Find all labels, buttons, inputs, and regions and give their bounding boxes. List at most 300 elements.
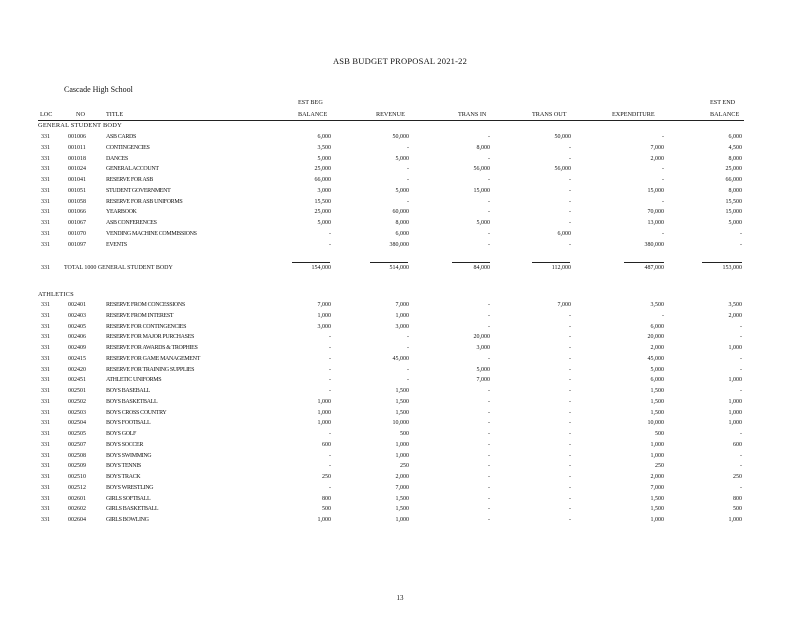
cell-trans-out: - [569, 517, 571, 523]
table-row [0, 343, 800, 354]
cell-revenue: 7,000 [395, 484, 409, 491]
cell-no: 002509 [68, 463, 86, 470]
table-row [0, 515, 800, 526]
cell-loc: 331 [41, 441, 50, 448]
cell-loc: 331 [41, 166, 50, 173]
cell-trans-in: - [488, 452, 490, 459]
cell-end-balance: 1,000 [728, 420, 742, 427]
total-loc: 331 [41, 265, 50, 271]
cell-end-balance: - [740, 388, 742, 394]
cell-beg-balance: 1,000 [317, 398, 331, 405]
cell-trans-out: - [569, 366, 571, 373]
total-in: 84,000 [473, 265, 490, 271]
total-row [0, 262, 800, 274]
cell-loc: 331 [41, 209, 50, 216]
cell-expenditure: - [662, 198, 664, 205]
cell-trans-in: - [488, 463, 490, 470]
cell-expenditure: 5,000 [650, 366, 664, 373]
table-row [0, 472, 800, 483]
cell-trans-in: - [488, 441, 490, 448]
cell-expenditure: 380,000 [644, 241, 664, 248]
cell-revenue: 1,000 [395, 452, 409, 459]
cell-revenue: - [407, 334, 409, 341]
cell-revenue: 1,000 [395, 517, 409, 523]
cell-title: YEARBOOK [106, 209, 137, 216]
cell-no: 002451 [68, 377, 86, 384]
cell-end-balance: 8,000 [728, 155, 742, 162]
cell-trans-out: - [569, 484, 571, 491]
cell-trans-out: - [569, 441, 571, 448]
cell-revenue: 5,000 [395, 155, 409, 162]
cell-trans-in: 15,000 [473, 187, 490, 194]
cell-expenditure: 500 [655, 431, 664, 437]
cell-no: 002501 [68, 388, 86, 394]
cell-expenditure: 1,000 [650, 517, 664, 523]
cell-beg-balance: - [329, 388, 331, 394]
table-row [0, 494, 800, 505]
cell-trans-out: - [569, 312, 571, 319]
cell-no: 002420 [68, 366, 86, 373]
cell-beg-balance: 5,000 [317, 220, 331, 226]
cell-expenditure: 1,500 [650, 506, 664, 513]
cell-title: BOYS SWIMMING [106, 452, 152, 459]
cell-title: GIRLS BASKETBALL [106, 506, 159, 513]
cell-title: BOYS BASEBALL [106, 388, 150, 394]
cell-title: STUDENT GOVERNMENT [106, 187, 171, 194]
cell-end-balance: - [740, 452, 742, 459]
cell-beg-balance: - [329, 452, 331, 459]
table-row [0, 229, 800, 240]
cell-revenue: - [407, 144, 409, 151]
cell-title: RESERVE FROM INTEREST [106, 312, 174, 319]
cell-beg-balance: 1,000 [317, 409, 331, 416]
cell-no: 001018 [68, 155, 86, 162]
cell-title: RESERVE FROM CONCESSIONS [106, 302, 185, 308]
cell-end-balance: 1,000 [728, 377, 742, 384]
cell-no: 001070 [68, 230, 86, 237]
cell-trans-out: 7,000 [557, 302, 571, 308]
cell-expenditure: 1,500 [650, 409, 664, 416]
section-heading-general: GENERAL STUDENT BODY [38, 122, 122, 129]
cell-end-balance: 5,000 [728, 220, 742, 226]
total-beg: 154,000 [311, 265, 331, 271]
cell-trans-in: - [488, 241, 490, 248]
cell-revenue: 1,500 [395, 398, 409, 405]
table-row [0, 418, 800, 429]
cell-no: 001024 [68, 166, 86, 173]
cell-trans-in: 7,000 [476, 377, 490, 384]
cell-loc: 331 [41, 420, 50, 427]
cell-title: GENERAL ACCOUNT [106, 166, 159, 173]
total-rev: 514,000 [389, 265, 409, 271]
cell-trans-in: - [488, 134, 490, 140]
cell-loc: 331 [41, 388, 50, 394]
cell-title: BOYS WRESTLING [106, 484, 154, 491]
cell-expenditure: 2,000 [650, 155, 664, 162]
cell-end-balance: - [740, 366, 742, 373]
cell-loc: 331 [41, 334, 50, 341]
cell-revenue: 1,000 [395, 441, 409, 448]
cell-title: DANCES [106, 155, 128, 162]
cell-beg-balance: - [329, 334, 331, 341]
cell-trans-in: - [488, 198, 490, 205]
cell-beg-balance: 1,000 [317, 420, 331, 427]
cell-title: BOYS FOOTBALL [106, 420, 151, 427]
table-row [0, 175, 800, 186]
cell-revenue: - [407, 366, 409, 373]
cell-trans-in: - [488, 398, 490, 405]
page-number: 13 [396, 594, 404, 602]
cell-end-balance: 1,000 [728, 398, 742, 405]
cell-beg-balance: - [329, 484, 331, 491]
col-beg-line2: BALANCE [298, 111, 328, 118]
cell-trans-in: 20,000 [473, 334, 490, 341]
athletics-rows [0, 300, 800, 526]
cell-loc: 331 [41, 398, 50, 405]
cell-expenditure: 6,000 [650, 323, 664, 330]
cell-trans-out: - [569, 506, 571, 513]
cell-revenue: - [407, 345, 409, 351]
cell-title: CONTINGENCIES [106, 144, 150, 151]
cell-trans-out: - [569, 388, 571, 394]
cell-trans-out: - [569, 345, 571, 351]
school-name: Cascade High School [64, 85, 133, 94]
cell-loc: 331 [41, 134, 50, 140]
cell-no: 001051 [68, 187, 86, 194]
table-row [0, 300, 800, 311]
cell-beg-balance: 1,000 [317, 517, 331, 523]
cell-no: 001041 [68, 177, 86, 183]
total-out: 112,000 [551, 265, 571, 271]
cell-end-balance: 66,000 [725, 177, 742, 183]
cell-loc: 331 [41, 409, 50, 416]
cell-end-balance: - [740, 334, 742, 341]
cell-trans-out: - [569, 323, 571, 330]
col-trans-out: TRANS OUT [532, 111, 567, 118]
cell-revenue: 1,500 [395, 495, 409, 502]
cell-no: 001006 [68, 134, 86, 140]
cell-revenue: 7,000 [395, 302, 409, 308]
cell-beg-balance: 66,000 [314, 177, 331, 183]
cell-trans-out: - [569, 334, 571, 341]
cell-trans-out: - [569, 398, 571, 405]
cell-expenditure: - [662, 312, 664, 319]
cell-beg-balance: 1,000 [317, 312, 331, 319]
table-row [0, 504, 800, 515]
cell-title: RESERVE FOR ASB UNIFORMS [106, 198, 183, 205]
cell-revenue: 1,000 [395, 312, 409, 319]
cell-revenue: 1,500 [395, 388, 409, 394]
cell-end-balance: 2,000 [728, 312, 742, 319]
table-row [0, 332, 800, 343]
cell-no: 002403 [68, 312, 86, 319]
col-beg-line1: EST BEG [298, 99, 323, 106]
cell-title: RESERVE FOR TRAINING SUPPLIES [106, 366, 195, 373]
table-row [0, 440, 800, 451]
table-row [0, 186, 800, 197]
cell-no: 001058 [68, 198, 86, 205]
cell-beg-balance: 6,000 [317, 134, 331, 140]
table-row [0, 451, 800, 462]
cell-no: 002502 [68, 398, 86, 405]
cell-end-balance: 600 [733, 441, 742, 448]
cell-beg-balance: - [329, 366, 331, 373]
cell-loc: 331 [41, 155, 50, 162]
cell-trans-out: - [569, 155, 571, 162]
cell-loc: 331 [41, 377, 50, 384]
cell-expenditure: 70,000 [647, 209, 664, 216]
cell-no: 002409 [68, 345, 86, 351]
cell-beg-balance: - [329, 463, 331, 470]
cell-no: 001066 [68, 209, 86, 216]
cell-expenditure: 13,000 [647, 220, 664, 226]
cell-beg-balance: 3,500 [317, 144, 331, 151]
cell-loc: 331 [41, 230, 50, 237]
cell-loc: 331 [41, 452, 50, 459]
cell-no: 001097 [68, 241, 86, 248]
cell-loc: 331 [41, 474, 50, 480]
cell-expenditure: 250 [655, 463, 664, 470]
cell-loc: 331 [41, 463, 50, 470]
cell-title: BOYS GOLF [106, 431, 137, 437]
table-row [0, 311, 800, 322]
cell-trans-out: - [569, 220, 571, 226]
col-revenue: REVENUE [376, 111, 405, 118]
general-student-body-rows [0, 132, 800, 250]
col-trans-in: TRANS IN [458, 111, 487, 118]
cell-revenue: 6,000 [395, 230, 409, 237]
cell-trans-in: - [488, 474, 490, 480]
cell-revenue: 5,000 [395, 187, 409, 194]
table-row [0, 322, 800, 333]
cell-beg-balance: - [329, 355, 331, 362]
cell-no: 002508 [68, 452, 86, 459]
cell-trans-in: - [488, 495, 490, 502]
cell-title: BOYS TRACK [106, 474, 141, 480]
cell-loc: 331 [41, 144, 50, 151]
cell-no: 002601 [68, 495, 86, 502]
cell-trans-in: 5,000 [476, 366, 490, 373]
total-end: 153,000 [722, 265, 742, 271]
cell-trans-out: - [569, 144, 571, 151]
cell-trans-in: - [488, 409, 490, 416]
cell-expenditure: 1,500 [650, 388, 664, 394]
cell-expenditure: - [662, 134, 664, 140]
cell-expenditure: 1,000 [650, 441, 664, 448]
cell-expenditure: 1,000 [650, 452, 664, 459]
cell-title: RESERVE FOR GAME MANAGEMENT [106, 355, 200, 362]
table-row [0, 240, 800, 251]
cell-no: 002504 [68, 420, 86, 427]
cell-beg-balance: - [329, 377, 331, 384]
cell-trans-in: - [488, 484, 490, 491]
cell-beg-balance: 250 [322, 474, 331, 480]
cell-trans-out: 56,000 [554, 166, 571, 173]
cell-trans-in: - [488, 420, 490, 427]
cell-title: BOYS BASKETBALL [106, 398, 158, 405]
cell-loc: 331 [41, 431, 50, 437]
cell-title: RESERVE FOR ASB [106, 177, 153, 183]
cell-trans-in: 3,000 [476, 345, 490, 351]
cell-trans-in: - [488, 302, 490, 308]
cell-trans-in: 56,000 [473, 166, 490, 173]
table-row [0, 375, 800, 386]
cell-revenue: 60,000 [392, 209, 409, 216]
cell-loc: 331 [41, 177, 50, 183]
cell-end-balance: 250 [733, 474, 742, 480]
cell-end-balance: 15,000 [725, 209, 742, 216]
cell-end-balance: 8,000 [728, 187, 742, 194]
cell-beg-balance: 800 [322, 495, 331, 502]
cell-expenditure: 1,500 [650, 398, 664, 405]
cell-revenue: 3,000 [395, 323, 409, 330]
cell-beg-balance: 500 [322, 506, 331, 513]
cell-expenditure: 20,000 [647, 334, 664, 341]
col-end-line1: EST END [710, 99, 736, 106]
cell-trans-out: - [569, 177, 571, 183]
cell-expenditure: 1,500 [650, 495, 664, 502]
cell-trans-in: - [488, 209, 490, 216]
cell-title: VENDING MACHINE COMMISSIONS [106, 230, 197, 237]
cell-end-balance: 15,500 [725, 198, 742, 205]
cell-no: 001067 [68, 220, 86, 226]
cell-title: EVENTS [106, 241, 127, 248]
table-row [0, 386, 800, 397]
cell-expenditure: 15,000 [647, 187, 664, 194]
cell-revenue: 50,000 [392, 134, 409, 140]
cell-loc: 331 [41, 355, 50, 362]
cell-trans-in: - [488, 517, 490, 523]
cell-revenue: 2,000 [395, 474, 409, 480]
cell-title: BOYS TENNIS [106, 463, 141, 470]
cell-trans-out: - [569, 452, 571, 459]
cell-trans-in: - [488, 230, 490, 237]
cell-end-balance: 4,500 [728, 144, 742, 151]
cell-expenditure: - [662, 177, 664, 183]
cell-loc: 331 [41, 241, 50, 248]
table-row [0, 154, 800, 165]
cell-loc: 331 [41, 366, 50, 373]
cell-end-balance: 25,000 [725, 166, 742, 173]
cell-title: RESERVE FOR CONTINGENCIES [106, 323, 187, 330]
cell-loc: 331 [41, 506, 50, 513]
cell-expenditure: 2,000 [650, 345, 664, 351]
cell-trans-out: - [569, 241, 571, 248]
cell-trans-in: - [488, 431, 490, 437]
table-row [0, 408, 800, 419]
cell-revenue: 250 [400, 463, 409, 470]
table-row [0, 354, 800, 365]
cell-no: 002512 [68, 484, 86, 491]
cell-loc: 331 [41, 495, 50, 502]
cell-trans-out: 50,000 [554, 134, 571, 140]
cell-no: 002415 [68, 355, 86, 362]
cell-end-balance: 3,500 [728, 302, 742, 308]
cell-revenue: 10,000 [392, 420, 409, 427]
cell-beg-balance: 25,000 [314, 166, 331, 173]
cell-revenue: - [407, 198, 409, 205]
table-row [0, 365, 800, 376]
cell-title: BOYS SOCCER [106, 441, 143, 448]
total-title: TOTAL 1000 GENERAL STUDENT BODY [64, 265, 173, 271]
table-row [0, 397, 800, 408]
table-row [0, 218, 800, 229]
cell-trans-in: - [488, 388, 490, 394]
cell-revenue: 45,000 [392, 355, 409, 362]
cell-revenue: 8,000 [395, 220, 409, 226]
cell-no: 002602 [68, 506, 86, 513]
col-expenditure: EXPENDITURE [612, 111, 655, 118]
cell-revenue: - [407, 166, 409, 173]
cell-end-balance: - [740, 463, 742, 470]
cell-trans-in: - [488, 355, 490, 362]
cell-expenditure: 7,000 [650, 144, 664, 151]
total-exp: 487,000 [644, 265, 664, 271]
cell-title: RESERVE FOR AWARDS & TROPHIES [106, 345, 198, 351]
cell-expenditure: 6,000 [650, 377, 664, 384]
cell-trans-out: - [569, 187, 571, 194]
cell-expenditure: 3,500 [650, 302, 664, 308]
cell-revenue: - [407, 177, 409, 183]
section-heading-athletics: ATHLETICS [38, 291, 74, 298]
cell-loc: 331 [41, 220, 50, 226]
cell-loc: 331 [41, 484, 50, 491]
cell-beg-balance: 7,000 [317, 302, 331, 308]
cell-beg-balance: - [329, 345, 331, 351]
cell-revenue: 1,500 [395, 409, 409, 416]
cell-end-balance: - [740, 484, 742, 491]
table-row [0, 132, 800, 143]
cell-no: 002604 [68, 517, 86, 523]
cell-title: BOYS CROSS COUNTRY [106, 409, 167, 416]
cell-loc: 331 [41, 187, 50, 194]
cell-loc: 331 [41, 312, 50, 319]
cell-title: ASB CARDS [106, 134, 137, 140]
table-row [0, 207, 800, 218]
cell-trans-out: - [569, 198, 571, 205]
cell-title: GIRLS BOWLING [106, 517, 149, 523]
cell-no: 002510 [68, 474, 86, 480]
cell-trans-in: - [488, 506, 490, 513]
cell-no: 001011 [68, 144, 86, 151]
cell-expenditure: 7,000 [650, 484, 664, 491]
cell-loc: 331 [41, 517, 50, 523]
table-row [0, 483, 800, 494]
cell-beg-balance: - [329, 230, 331, 237]
table-row [0, 197, 800, 208]
cell-trans-out: - [569, 463, 571, 470]
cell-revenue: 380,000 [389, 241, 409, 248]
cell-beg-balance: 3,000 [317, 187, 331, 194]
table-row [0, 143, 800, 154]
cell-trans-in: 8,000 [476, 144, 490, 151]
cell-end-balance: 1,000 [728, 517, 742, 523]
cell-trans-out: 6,000 [557, 230, 571, 237]
cell-loc: 331 [41, 198, 50, 205]
cell-revenue: 1,500 [395, 506, 409, 513]
cell-loc: 331 [41, 323, 50, 330]
cell-trans-in: - [488, 177, 490, 183]
cell-trans-in: - [488, 323, 490, 330]
cell-trans-out: - [569, 495, 571, 502]
cell-revenue: - [407, 377, 409, 384]
cell-no: 002406 [68, 334, 86, 341]
cell-loc: 331 [41, 302, 50, 308]
cell-title: ASB CONFERENCES [106, 220, 157, 226]
cell-beg-balance: 5,000 [317, 155, 331, 162]
cell-trans-out: - [569, 474, 571, 480]
cell-beg-balance: 3,000 [317, 323, 331, 330]
